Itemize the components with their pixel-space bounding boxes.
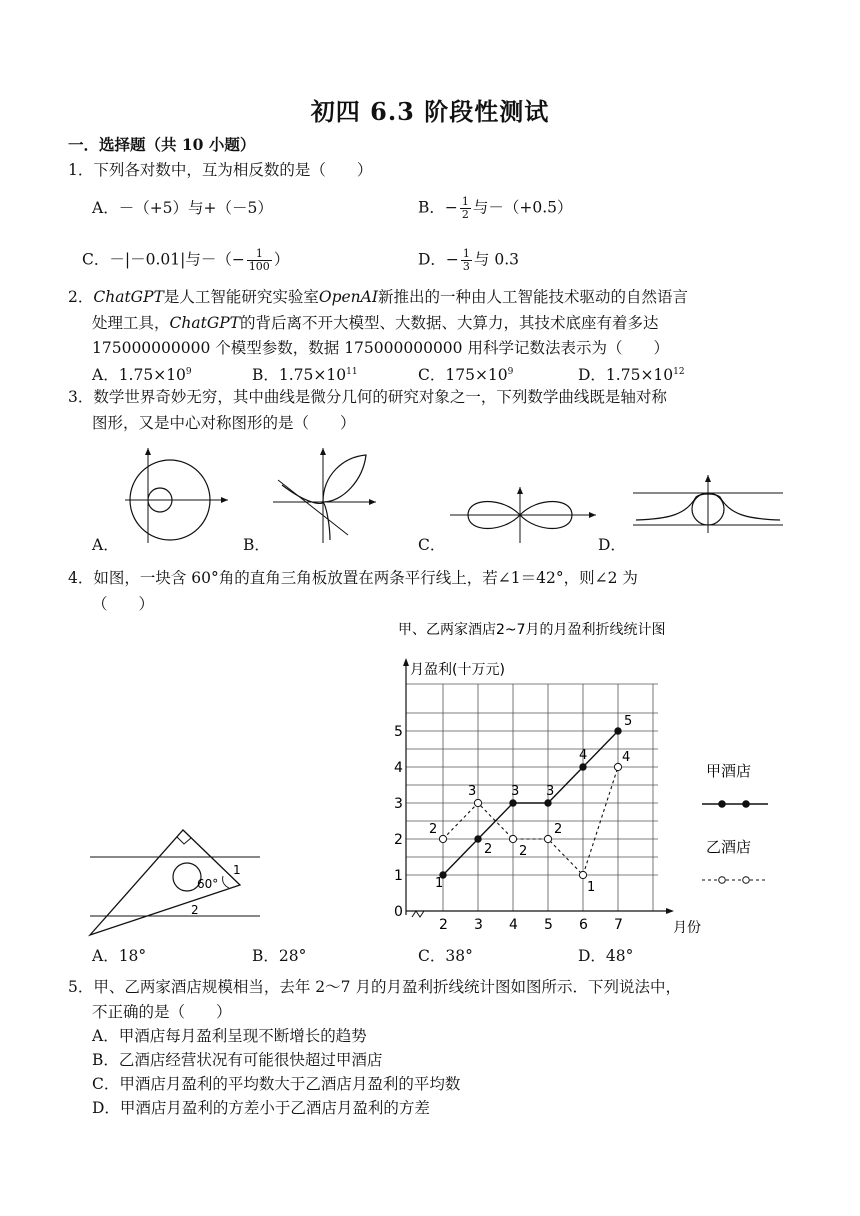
series-jia-data-label: 4 [579,748,588,763]
q4-line-1: 4．如图，一块含 60°角的直角三角板放置在两条平行线上，若∠1＝42°，则∠2 为 [68,569,638,587]
y-tick-label: 1 [394,868,403,884]
series-jia-point [580,764,586,770]
q3-curve-c-figure [448,485,598,545]
q4-option-a: A．18° [92,947,147,965]
series-yi-point [474,799,481,806]
q3-option-d: D． [598,536,626,554]
legend-yi-label: 乙酒店 [706,838,752,856]
y-axis-arrow [403,658,409,666]
q1-stem: 1．下列各对数中，互为相反数的是（ ） [68,161,373,179]
q4-angle-2-label: 2 [191,903,199,917]
x-axis-arrow [666,908,674,914]
q5-option-b: B．乙酒店经营状况有可能很快超过甲酒店 [92,1051,383,1069]
q2-line-1: 2．ChatGPT是人工智能研究实验室OpenAI新推出的一种由人工智能技术驱动的自然语言 [68,288,688,306]
axis-break-mark [412,911,424,917]
chart-y-axis-label: 月盈利(十万元) [410,662,505,678]
legend-jia-marker [719,801,726,808]
y-tick-label: 5 [394,724,403,740]
x-tick-label: 7 [614,917,623,933]
series-yi-data-label: 4 [622,750,631,765]
q2-option-b: B．$1.75\times 10^{11}$ [252,366,358,385]
series-jia-data-label: 2 [484,842,493,857]
legend-yi-marker [743,877,750,884]
series-yi-data-label: 2 [554,822,563,837]
legend-jia-marker [743,801,750,808]
x-tick-label: 4 [509,917,518,933]
section-heading: 一．选择题（共 10 小题） [68,135,256,154]
x-tick-label: 6 [579,917,588,933]
page-title: 初四 6.3 阶段性测试 [310,97,550,126]
series-jia-point [475,836,481,842]
q2-option-c: C．$175\times 10^9$ [418,366,514,385]
q3-option-a: A． [92,536,119,554]
legend-yi-marker [719,877,726,884]
series-jia-point [615,728,621,734]
q2-option-a: A．$1.75\times 10^9$ [92,366,192,385]
q4-angle-1-label: 1 [233,863,241,877]
series-jia-data-label: 5 [624,714,633,729]
series-jia-data-label: 1 [435,876,444,891]
q4-option-b: B．28° [252,947,307,965]
q1-option-c: C．－|－0.01|与－（− $\frac{1}{100}$ ） [82,247,290,273]
series-yi-data-label: 3 [468,784,477,799]
q1-option-b: B．− $\frac{1}{2}$ 与－（+0.5） [418,195,573,221]
series-yi-point [439,835,446,842]
q4-option-c: C．38° [418,947,473,965]
q5-option-d: D．甲酒店月盈利的方差小于乙酒店月盈利的方差 [92,1099,430,1117]
q3-option-b: B． [243,536,270,554]
series-jia-point [545,800,551,806]
series-yi-data-label: 2 [429,822,438,837]
q1-option-d: D．− $\frac{1}{3}$ 与 0.3 [418,247,519,273]
x-tick-label: 3 [474,917,483,933]
q4-triangle-figure [85,828,265,940]
y-tick-label: 3 [394,796,403,812]
q4-angle-60-label: 60° [197,877,219,891]
q4-line-2: （ ） [92,595,155,613]
y-tick-label: 2 [394,832,403,848]
series-jia-data-label: 3 [511,784,520,799]
profit-line-chart [380,612,780,942]
series-yi-data-label: 1 [587,880,596,895]
series-yi-data-label: 2 [519,844,528,859]
series-jia-point [510,800,516,806]
q3-curve-a-figure [120,445,230,545]
q5-option-a: A．甲酒店每月盈利呈现不断增长的趋势 [92,1027,367,1045]
y-tick-label: 0 [394,904,403,920]
series-yi-point [544,835,551,842]
q3-curve-d-figure [628,475,788,535]
q5-line-1: 5．甲、乙两家酒店规模相当，去年 2～7 月的月盈利折线统计图如图所示．下列说法中， [68,978,681,996]
q2-line-2: 处理工具，ChatGPT的背后离不开大模型、大数据、大算力，其技术底座有着多达 [92,314,659,332]
q5-option-c: C．甲酒店月盈利的平均数大于乙酒店月盈利的平均数 [92,1075,461,1093]
chart-title: 甲、乙两家酒店2~7月的月盈利折线统计图 [398,622,666,638]
x-tick-label: 5 [544,917,553,933]
legend-jia-label: 甲酒店 [706,762,752,780]
series-yi-point [509,835,516,842]
q2-line-3: 175000000000 个模型参数，数据 175000000000 用科学记数法表示为（ ） [92,339,669,357]
series-yi-point [614,763,621,770]
q1-option-a: A．－（+5）与+（－5） [92,199,273,217]
x-tick-label: 2 [439,917,448,933]
q5-line-2: 不正确的是（ ） [92,1003,232,1021]
y-tick-label: 4 [394,760,403,776]
chart-x-axis-label: 月份 [673,920,701,936]
q2-option-d: D．$1.75\times 10^{12}$ [578,366,685,385]
q3-curve-b-figure [268,445,378,545]
q3-line-2: 图形，又是中心对称图形的是（ ） [92,414,356,432]
series-jia-data-label: 3 [546,784,555,799]
series-yi-point [579,871,586,878]
q3-line-1: 3．数学世界奇妙无穷，其中曲线是微分几何的研究对象之一，下列数学曲线既是轴对称 [68,388,667,406]
q4-option-d: D．48° [578,947,634,965]
q3-option-c: C． [418,536,446,554]
